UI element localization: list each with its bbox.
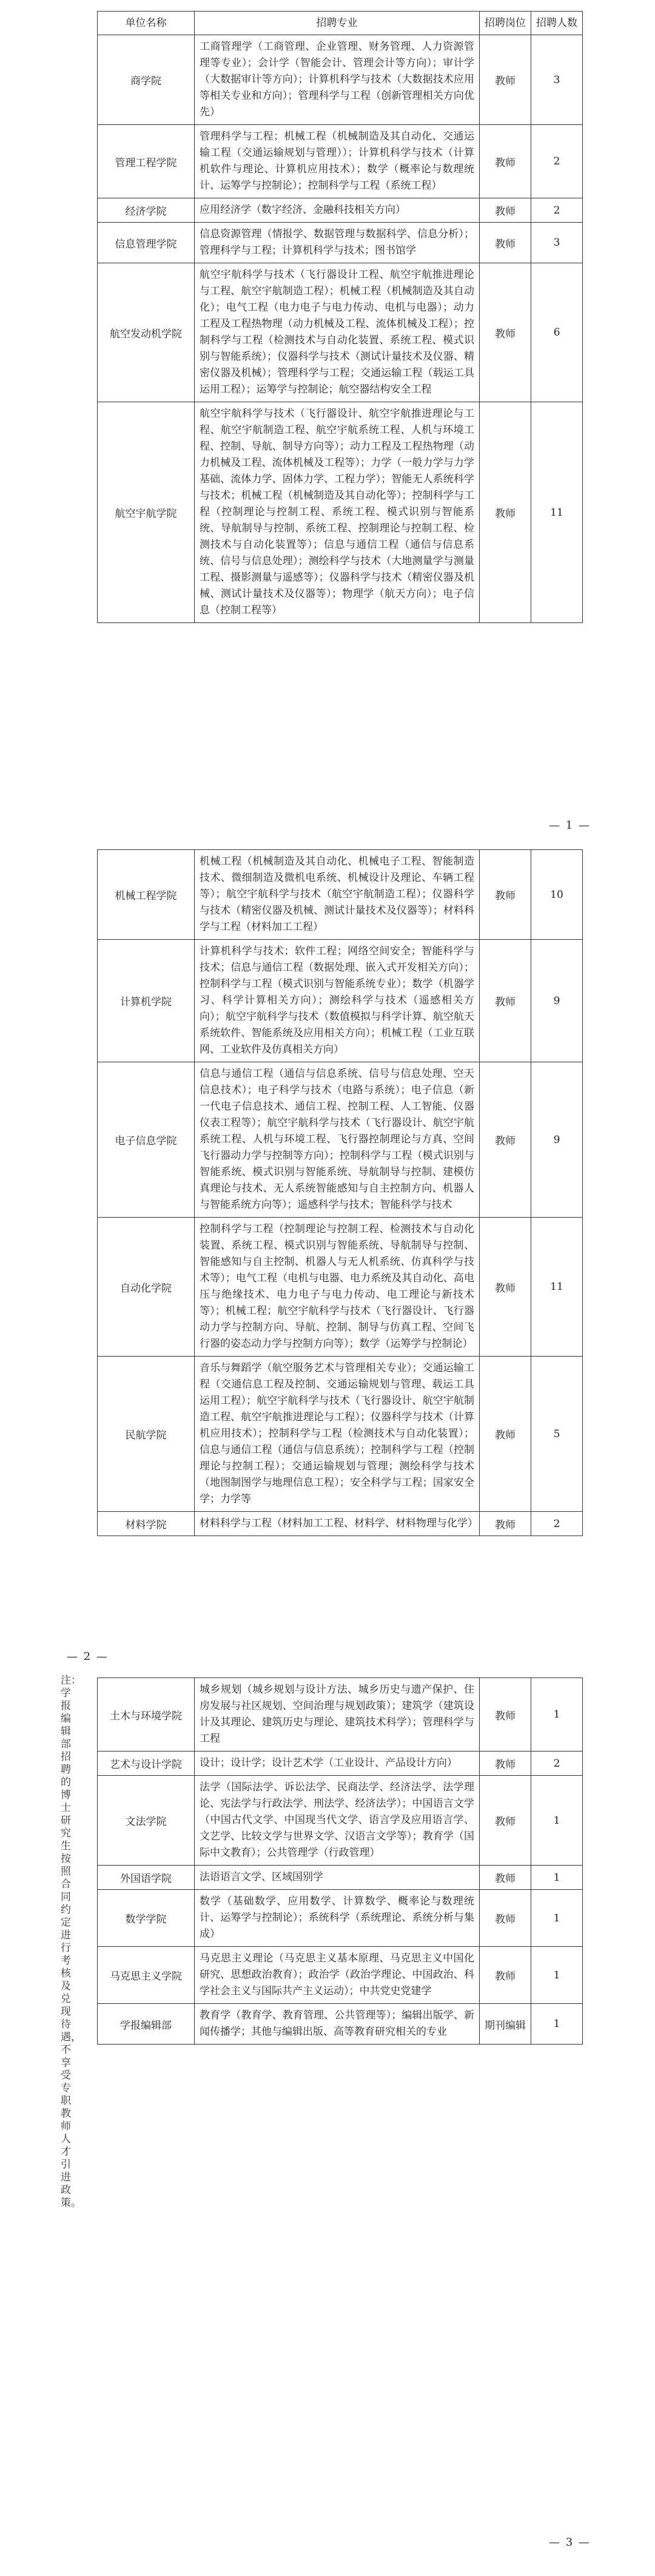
table-row xyxy=(98,1947,583,2004)
position: 教师 xyxy=(480,1890,531,1947)
position: 教师 xyxy=(480,1357,531,1512)
count: 3 xyxy=(531,223,583,263)
unit-name: 计算机学院 xyxy=(98,940,195,1062)
unit-name: 民航学院 xyxy=(98,1357,195,1512)
position: 教师 xyxy=(480,263,531,402)
position: 教师 xyxy=(480,1776,531,1866)
table-row xyxy=(98,263,583,402)
table-row xyxy=(98,198,583,223)
position: 教师 xyxy=(480,223,531,263)
unit-name: 学报编辑部 xyxy=(98,2004,195,2045)
unit-name: 土木与环境学院 xyxy=(98,1678,195,1752)
position: 教师 xyxy=(480,1947,531,2004)
count: 1 xyxy=(531,2004,583,2045)
count: 2 xyxy=(531,1512,583,1536)
table-row xyxy=(98,1776,583,1866)
table-row xyxy=(98,1890,583,1947)
table-row xyxy=(98,1866,583,1890)
major-list: 材料科学与工程（材料加工工程、材料学、材料物理与化学） xyxy=(195,1512,480,1536)
table-row xyxy=(98,1062,583,1218)
major-list: 设计；设计学；设计艺术学（工业设计、产品设计方向） xyxy=(195,1752,480,1776)
position: 教师 xyxy=(480,1512,531,1536)
unit-name: 外国语学院 xyxy=(98,1866,195,1890)
major-list: 法学（国际法学、诉讼法学、民商法学、经济法学、法学理论、宪法学与行政法学、刑法学、经济法学）；中国语言文学（中国古代文学、中国现当代文学、语言学及应用语言学、文艺学、比较文学与世界文学、汉语言文学等）；教育学（国际中文教育）；公共管理学（行政管理） xyxy=(195,1776,480,1866)
footnote-vertical: 注：学报编辑部招聘的博士研究生按照合同约定进行考核及兑现待遇，不享受专职教师人才引进政策。 xyxy=(61,1674,81,2209)
major-list: 音乐与舞蹈学（航空服务艺术与管理相关专业）；交通运输工程（交通信息工程及控制、交通运输规划与管理、载运工具运用工程）；航空宇航科学与技术（飞行器设计、航空宇航制造工程、航空宇航推进理论与工程）；仪器科学与技术（计算机应用技术）；控制科学与工程（检测技术与自动化装置）；信息与通信工程（通信与信息系统）；控制科学与工程（控制理论与控制工程）；交通运输规划与管理；测绘科学与技术（地图制图学与地理信息工程）；安全科学与工程；国家安全学；力学等 xyxy=(195,1357,480,1512)
major-list: 信息与通信工程（通信与信息系统、信号与信息处理、空天信息技术）；电子科学与技术（电路与系统）；电子信息（新一代电子信息技术、通信工程、控制工程、人工智能、仪器仪表工程等）；航空宇航科学与技术（飞行器设计、航空宇航系统工程、人机与环境工程、飞行器控制理论与方真、空间飞行器动力学与控制等方向）；控制科学与工程（模式识别与智能系统、模式识别与智能系统、导航制导与控制、建模仿真理论与技术、无人系统智能感知与自主控制方向、机器人与智能系统方向等）；遥感科学与技术；智能科学与技术 xyxy=(195,1062,480,1218)
unit-name: 信息管理学院 xyxy=(98,223,195,263)
count: 1 xyxy=(531,1890,583,1947)
count: 2 xyxy=(531,125,583,198)
major-list: 控制科学与工程（控制理论与控制工程、检测技术与自动化装置、系统工程、模式识别与智能系统、导航制导与控制、智能感知与自主控制、机器人与无人机系统、仿真科学与技术等）；电气工程（电机与电器、电力系统及其自动化、高电压与绝缘技术、电力电子与电力传动、电工理论与新技术等）；机械工程；航空宇航科学与技术（飞行器设计、飞行器动力学与控制方向、导航、控制、制导与仿真工程、空间飞行器的姿态动力学与控制方向等）；数学（运筹学与控制论） xyxy=(195,1218,480,1357)
table-row xyxy=(98,125,583,198)
header-major: 招聘专业 xyxy=(195,12,480,35)
position: 教师 xyxy=(480,1678,531,1752)
count: 5 xyxy=(531,1357,583,1512)
table-row xyxy=(98,223,583,263)
table-row xyxy=(98,2004,583,2045)
position: 教师 xyxy=(480,125,531,198)
recruitment-table-page-3 xyxy=(97,1677,583,2045)
major-list: 城乡规划（城乡规划与设计方法、城乡历史与遗产保护、住房发展与社区规划、空间治理与规划政策）；建筑学（建筑设计及其理论、建筑历史与理论、建筑技术科学）；管理科学与工程 xyxy=(195,1678,480,1752)
unit-name: 自动化学院 xyxy=(98,1218,195,1357)
major-list: 航空宇航科学与技术（飞行器设计、航空宇航推进理论与工程、航空宇航制造工程、航空宇航系统工程、人机与环境工程、控制、导航、制导方向等）；动力工程及工程热物理（动力机械及工程、流体机械及工程等）；力学（一般力学与力学基础、流体力学、固体力学、工程力学）；智能无人系统科学与技术；机械工程（机械制造及其自动化等）；控制科学与工程（控制理论与控制工程、系统工程、模式识别与智能系统、导航制导与控制、系统工程、控制理论与控制工程、检测技术与自动化装置等）；信息与通信工程（通信与信息系统、信号与信息处理）；测绘科学与技术（大地测量学与测量工程、摄影测量与遥感等）；仪器科学与技术（精密仪器及机械、测试计量技术及仪器等）；物理学（航天方向）；电子信息（控制工程等） xyxy=(195,402,480,623)
position: 教师 xyxy=(480,198,531,223)
unit-name: 数学学院 xyxy=(98,1890,195,1947)
count: 1 xyxy=(531,1866,583,1890)
unit-name: 马克思主义学院 xyxy=(98,1947,195,2004)
major-list: 教育学（教育学、教育管理、公共管理等）；编辑出版学、新闻传播学；其他与编辑出版、高等教育研究相关的专业 xyxy=(195,2004,480,2045)
page-number-1: — 1 — xyxy=(549,819,591,832)
unit-name: 机械工程学院 xyxy=(98,850,195,940)
unit-name: 航空宇航学院 xyxy=(98,402,195,623)
unit-name: 航空发动机学院 xyxy=(98,263,195,402)
table-row xyxy=(98,35,583,125)
table-header-row xyxy=(98,12,583,35)
count: 6 xyxy=(531,263,583,402)
table-row xyxy=(98,850,583,940)
position: 教师 xyxy=(480,1062,531,1218)
page-number-3: — 3 — xyxy=(549,2536,591,2549)
major-list: 机械工程（机械制造及其自动化、机械电子工程、智能制造技术、微细制造及微机电系统、机械设计及理论、车辆工程等）；航空宇航科学与技术（航空宇航制造工程）；仪器科学与技术（精密仪器及机械、测试计量技术及仪器等）；材料科学与工程（材料加工工程） xyxy=(195,850,480,940)
header-count: 招聘人数 xyxy=(531,12,583,35)
major-list: 工商管理学（工商管理、企业管理、财务管理、人力资源管理等专业）；会计学（智能会计、管理会计等方向）；审计学（大数据审计等方向）；计算机科学与技术（大数据技术应用等相关专业和方向）；管理科学与工程（创新管理相关方向优先） xyxy=(195,35,480,125)
position: 教师 xyxy=(480,402,531,623)
count: 11 xyxy=(531,1218,583,1357)
unit-name: 经济学院 xyxy=(98,198,195,223)
count: 9 xyxy=(531,1062,583,1218)
unit-name: 文法学院 xyxy=(98,1776,195,1866)
position: 教师 xyxy=(480,940,531,1062)
position: 教师 xyxy=(480,1866,531,1890)
table-row xyxy=(98,402,583,623)
recruitment-table-page-2 xyxy=(97,849,583,1536)
table-row xyxy=(98,1678,583,1752)
unit-name: 材料学院 xyxy=(98,1512,195,1536)
count: 9 xyxy=(531,940,583,1062)
page-number-2: — 2 — xyxy=(67,1650,109,1663)
count: 3 xyxy=(531,35,583,125)
unit-name: 艺术与设计学院 xyxy=(98,1752,195,1776)
position: 教师 xyxy=(480,35,531,125)
major-list: 法语语言文学、区域国别学 xyxy=(195,1866,480,1890)
unit-name: 管理工程学院 xyxy=(98,125,195,198)
count: 1 xyxy=(531,1947,583,2004)
major-list: 信息资源管理（情报学、数据管理与数据科学、信息分析）；管理科学与工程；计算机科学与技术；图书馆学 xyxy=(195,223,480,263)
major-list: 数学（基础数学、应用数学、计算数学、概率论与数理统计、运筹学与控制论）；系统科学（系统理论、系统分析与集成） xyxy=(195,1890,480,1947)
major-list: 马克思主义理论（马克思主义基本原理、马克思主义中国化研究、思想政治教育）；政治学（政治学理论、中国政治、科学社会主义与国际共产主义运动）；中共党史党建学 xyxy=(195,1947,480,2004)
major-list: 航空宇航科学与技术（飞行器设计工程、航空宇航推进理论与工程、航空宇航制造工程）；机械工程（机械制造及其自动化）；电气工程（电力电子与电力传动、电机与电器）；动力工程及工程热物理（动力机械及工程、流体机械及工程）；控制科学与工程（检测技术与自动化装置、系统工程、模式识别与智能系统）；仪器科学与技术（测试计量技术及仪器、精密仪器及机械）；管理科学与工程；交通运输工程（载运工具运用工程）；运筹学与控制论；航空器结构安全工程 xyxy=(195,263,480,402)
count: 10 xyxy=(531,850,583,940)
table-row xyxy=(98,1218,583,1357)
unit-name: 电子信息学院 xyxy=(98,1062,195,1218)
table-row xyxy=(98,1357,583,1512)
count: 11 xyxy=(531,402,583,623)
unit-name: 商学院 xyxy=(98,35,195,125)
major-list: 应用经济学（数字经济、金融科技相关方向） xyxy=(195,198,480,223)
position: 期刊编辑 xyxy=(480,2004,531,2045)
header-unit: 单位名称 xyxy=(98,12,195,35)
count: 1 xyxy=(531,1776,583,1866)
header-position: 招聘岗位 xyxy=(480,12,531,35)
major-list: 计算机科学与技术；软件工程；网络空间安全；智能科学与技术；信息与通信工程（数据处理、嵌入式开发相关方向）；控制科学与工程（模式识别与智能系统专业）；数学（机器学习、科学计算相关方向）；测绘科学与技术（遥感相关方向）；航空宇航科学与技术（数值模拟与科学计算、航空航天系统软件、智能系统及应用相关方向）；机械工程（工业互联网、工业软件及仿真相关方向） xyxy=(195,940,480,1062)
table-row xyxy=(98,940,583,1062)
recruitment-table-page-1 xyxy=(97,11,583,623)
count: 1 xyxy=(531,1678,583,1752)
major-list: 管理科学与工程；机械工程（机械制造及其自动化、交通运输工程（交通运输规划与管理））；计算机科学与技术（计算机软件与理论、计算机应用技术）；数学（概率论与数理统计、运筹学与控制论）；控制科学与工程（系统工程） xyxy=(195,125,480,198)
position: 教师 xyxy=(480,1218,531,1357)
position: 教师 xyxy=(480,1752,531,1776)
count: 2 xyxy=(531,198,583,223)
position: 教师 xyxy=(480,850,531,940)
table-row xyxy=(98,1512,583,1536)
count: 2 xyxy=(531,1752,583,1776)
table-row xyxy=(98,1752,583,1776)
